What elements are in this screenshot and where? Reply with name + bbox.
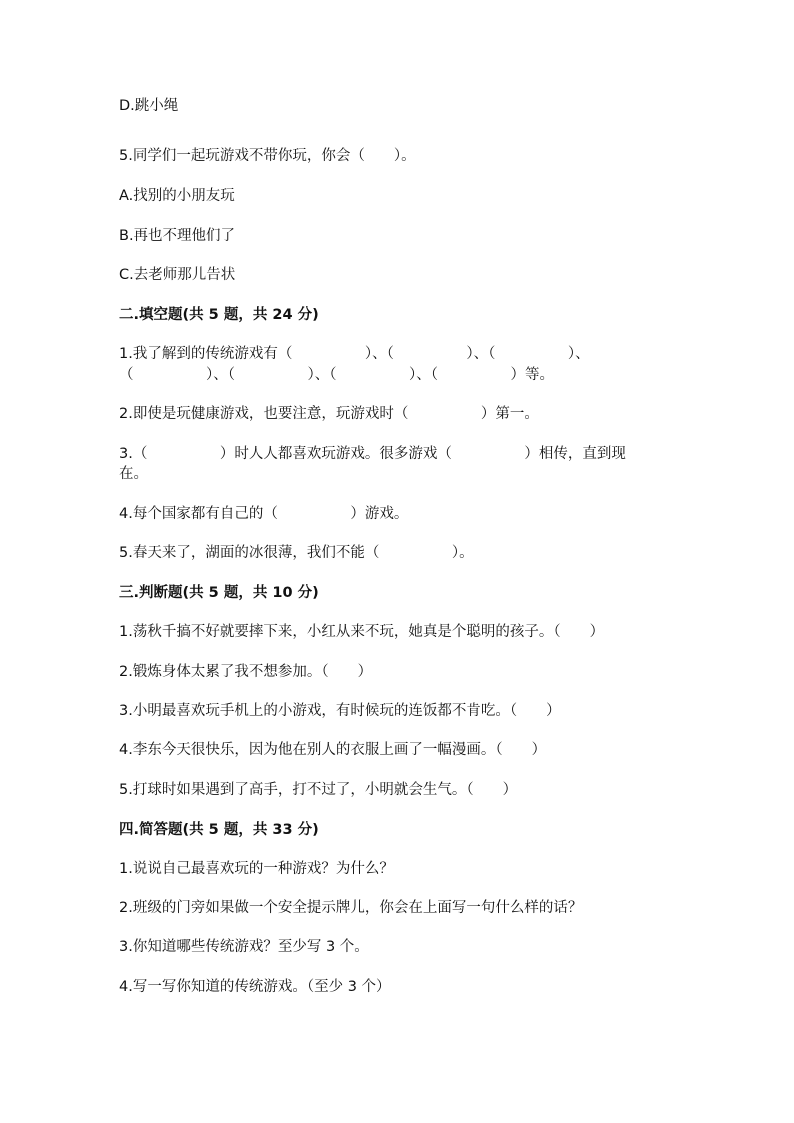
q4-option-d: D.跳小绳: [119, 98, 179, 114]
q5-stem: 5.同学们一起玩游戏不带你玩，你会（ ）。: [119, 148, 416, 164]
s2-q5: 5.春天来了，湖面的冰很薄，我们不能（ ）。: [119, 545, 474, 561]
s2-q3-line1: 3.（ ）时人人都喜欢玩游戏。很多游戏（ ）相传，直到现: [119, 446, 626, 462]
s4-q4: 4.写一写你知道的传统游戏。（至少 3 个）: [119, 979, 391, 995]
s3-q5: 5.打球时如果遇到了高手，打不过了，小明就会生气。（ ）: [119, 782, 518, 798]
s2-q1-line1: 1.我了解到的传统游戏有（ ）、（ ）、（ ）、: [119, 346, 590, 362]
s4-q2: 2.班级的门旁如果做一个安全提示牌儿，你会在上面写一句什么样的话？: [119, 900, 583, 916]
s3-q3: 3.小明最喜欢玩手机上的小游戏，有时候玩的连饭都不肯吃。（ ）: [119, 703, 561, 719]
q5-option-a: A.找别的小朋友玩: [119, 188, 235, 204]
s4-q3: 3.你知道哪些传统游戏？至少写 3 个。: [119, 939, 369, 955]
section3-heading: 三.判断题(共 5 题，共 10 分): [119, 585, 319, 601]
section4-heading: 四.简答题(共 5 题，共 33 分): [119, 822, 319, 838]
s2-q4: 4.每个国家都有自己的（ ）游戏。: [119, 506, 409, 522]
q5-option-b: B.再也不理他们了: [119, 228, 236, 244]
s2-q3-line2: 在。: [119, 466, 148, 482]
s3-q2: 2.锻炼身体太累了我不想参加。（ ）: [119, 664, 373, 680]
s3-q1: 1.荡秋千搞不好就要摔下来，小红从来不玩，她真是个聪明的孩子。（ ）: [119, 624, 605, 640]
s3-q4: 4.李东今天很快乐，因为他在别人的衣服上画了一幅漫画。（ ）: [119, 742, 547, 758]
s2-q2: 2.即使是玩健康游戏，也要注意，玩游戏时（ ）第一。: [119, 406, 539, 422]
section2-heading: 二.填空题(共 5 题，共 24 分): [119, 307, 319, 323]
s2-q1-line2: （ ）、（ ）、（ ）、（ ）等。: [119, 367, 554, 383]
q5-option-c: C.去老师那儿告状: [119, 267, 236, 283]
s4-q1: 1.说说自己最喜欢玩的一种游戏？为什么？: [119, 861, 394, 877]
